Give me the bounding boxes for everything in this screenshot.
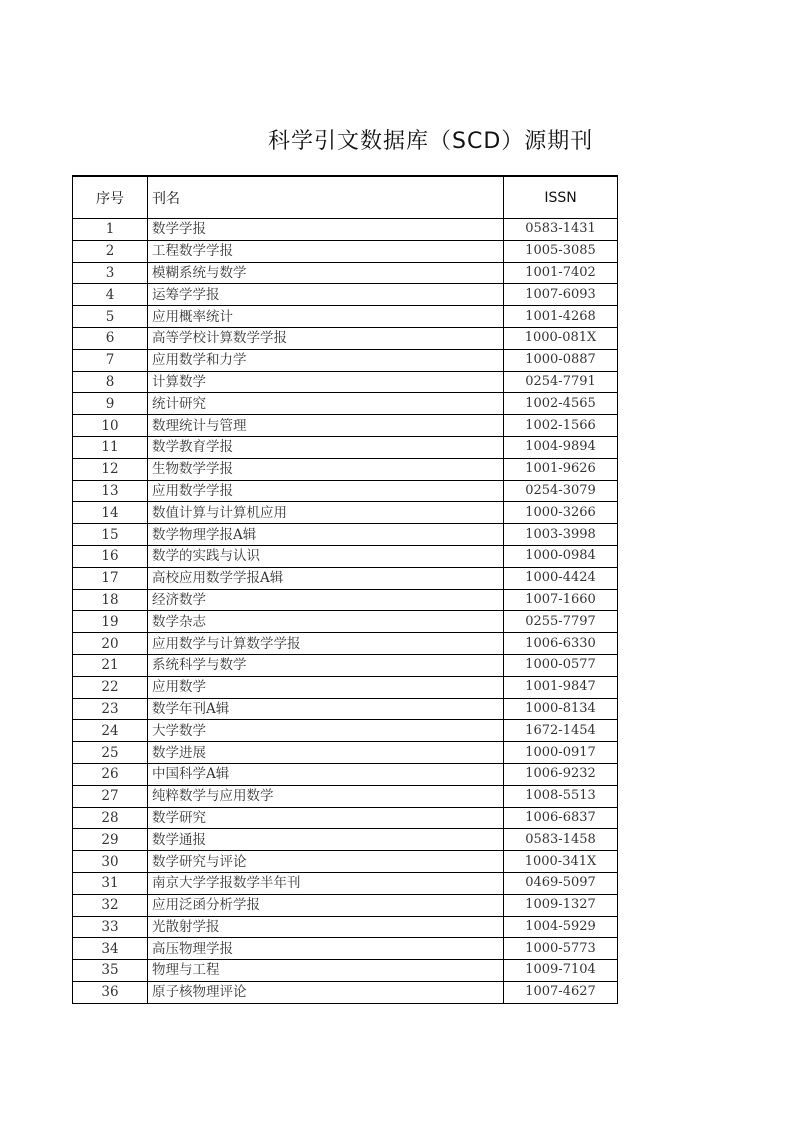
row-index-cell: 33 [73,916,148,938]
row-index-cell: 21 [73,654,148,676]
table-header [73,176,618,219]
row-index-cell: 22 [73,676,148,698]
issn-cell: 1000-0887 [504,349,618,371]
issn-cell: 1006-9232 [504,763,618,785]
journal-name-cell: 大学数学 [148,720,504,742]
table-row [73,611,618,633]
issn-cell: 1005-3085 [504,240,618,262]
page-title: 科学引文数据库（SCD）源期刊 [268,129,594,154]
issn-cell: 1006-6330 [504,633,618,655]
journal-name-cell: 高等学校计算数学学报 [148,327,504,349]
row-index-cell: 29 [73,829,148,851]
table-row [73,960,618,982]
page-title-area [200,122,618,162]
issn-cell: 0469-5097 [504,872,618,894]
journal-name-cell: 数学的实践与认识 [148,545,504,567]
issn-cell: 1007-1660 [504,589,618,611]
journal-name-cell: 纯粹数学与应用数学 [148,785,504,807]
table-row [73,829,618,851]
row-index-cell: 25 [73,742,148,764]
row-index-cell: 7 [73,349,148,371]
issn-cell: 1000-0577 [504,654,618,676]
row-index-cell: 10 [73,415,148,437]
issn-cell: 1000-5773 [504,938,618,960]
table-row [73,916,618,938]
table-row [73,545,618,567]
journal-name-cell: 系统科学与数学 [148,654,504,676]
row-index-cell: 5 [73,306,148,328]
issn-cell: 0255-7797 [504,611,618,633]
journal-name-cell: 模糊系统与数学 [148,262,504,284]
row-index-cell: 4 [73,284,148,306]
journal-name-cell: 原子核物理评论 [148,981,504,1003]
table-row [73,371,618,393]
table-row [73,698,618,720]
journal-name-cell: 数学通报 [148,829,504,851]
row-index-cell: 12 [73,458,148,480]
row-index-cell: 30 [73,851,148,873]
table-row [73,567,618,589]
table-row [73,349,618,371]
journal-name-cell: 高校应用数学学报A辑 [148,567,504,589]
journal-name-cell: 物理与工程 [148,960,504,982]
journal-name-cell: 经济数学 [148,589,504,611]
issn-cell: 1009-1327 [504,894,618,916]
issn-cell: 1001-7402 [504,262,618,284]
table-row [73,807,618,829]
issn-cell: 1000-8134 [504,698,618,720]
journal-name-cell: 高压物理学报 [148,938,504,960]
row-index-cell: 17 [73,567,148,589]
issn-cell: 0254-3079 [504,480,618,502]
journal-name-cell: 数学进展 [148,742,504,764]
table-row [73,393,618,415]
row-index-cell: 13 [73,480,148,502]
table-row [73,872,618,894]
table-row [73,480,618,502]
issn-cell: 1004-5929 [504,916,618,938]
journal-name-cell: 数学物理学报A辑 [148,524,504,546]
row-index-cell: 6 [73,327,148,349]
journal-name-cell: 工程数学学报 [148,240,504,262]
journal-name-cell: 计算数学 [148,371,504,393]
row-index-cell: 11 [73,436,148,458]
journal-name-cell: 数学年刊A辑 [148,698,504,720]
table-row [73,894,618,916]
row-index-cell: 31 [73,872,148,894]
issn-cell: 0583-1458 [504,829,618,851]
issn-cell: 1003-3998 [504,524,618,546]
header-row [73,176,618,219]
table-row [73,785,618,807]
table-row [73,742,618,764]
journal-name-cell: 应用数学学报 [148,480,504,502]
issn-cell: 1009-7104 [504,960,618,982]
journal-table [72,175,618,1004]
row-index-cell: 19 [73,611,148,633]
row-index-cell: 8 [73,371,148,393]
column-header-index: 序号 [73,176,148,219]
journal-name-cell: 应用数学 [148,676,504,698]
journal-name-cell: 数值计算与计算机应用 [148,502,504,524]
issn-cell: 0254-7791 [504,371,618,393]
table-row [73,633,618,655]
issn-cell: 1000-0984 [504,545,618,567]
journal-name-cell: 数理统计与管理 [148,415,504,437]
journal-name-cell: 数学研究 [148,807,504,829]
issn-cell: 1000-081X [504,327,618,349]
table-row [73,720,618,742]
journal-name-cell: 应用数学和力学 [148,349,504,371]
column-header-issn: ISSN [504,176,618,219]
row-index-cell: 20 [73,633,148,655]
journal-name-cell: 中国科学A辑 [148,763,504,785]
table-row [73,436,618,458]
issn-cell: 0583-1431 [504,219,618,241]
table-row [73,654,618,676]
table-row [73,415,618,437]
row-index-cell: 23 [73,698,148,720]
row-index-cell: 3 [73,262,148,284]
row-index-cell: 1 [73,219,148,241]
table-row [73,458,618,480]
table-row [73,763,618,785]
table-row [73,938,618,960]
issn-cell: 1001-9626 [504,458,618,480]
journal-name-cell: 南京大学学报数学半年刊 [148,872,504,894]
issn-cell: 1002-4565 [504,393,618,415]
table-row [73,262,618,284]
row-index-cell: 27 [73,785,148,807]
journal-name-cell: 应用概率统计 [148,306,504,328]
table-row [73,676,618,698]
row-index-cell: 16 [73,545,148,567]
journal-name-cell: 统计研究 [148,393,504,415]
issn-cell: 1672-1454 [504,720,618,742]
journal-name-cell: 生物数学学报 [148,458,504,480]
table-row [73,589,618,611]
journal-name-cell: 数学教育学报 [148,436,504,458]
journal-name-cell: 光散射学报 [148,916,504,938]
journal-name-cell: 应用数学与计算数学学报 [148,633,504,655]
row-index-cell: 9 [73,393,148,415]
issn-cell: 1000-4424 [504,567,618,589]
issn-cell: 1007-6093 [504,284,618,306]
issn-cell: 1004-9894 [504,436,618,458]
table-row [73,219,618,241]
row-index-cell: 26 [73,763,148,785]
issn-cell: 1008-5513 [504,785,618,807]
row-index-cell: 14 [73,502,148,524]
journal-name-cell: 数学学报 [148,219,504,241]
table-row [73,851,618,873]
journal-name-cell: 数学杂志 [148,611,504,633]
row-index-cell: 34 [73,938,148,960]
row-index-cell: 18 [73,589,148,611]
issn-cell: 1000-341X [504,851,618,873]
journal-name-cell: 数学研究与评论 [148,851,504,873]
row-index-cell: 35 [73,960,148,982]
table-row [73,524,618,546]
table-row [73,306,618,328]
row-index-cell: 32 [73,894,148,916]
table-row [73,981,618,1003]
journal-name-cell: 应用泛函分析学报 [148,894,504,916]
table-row [73,502,618,524]
issn-cell: 1000-0917 [504,742,618,764]
row-index-cell: 15 [73,524,148,546]
row-index-cell: 28 [73,807,148,829]
journal-name-cell: 运筹学学报 [148,284,504,306]
issn-cell: 1001-4268 [504,306,618,328]
row-index-cell: 24 [73,720,148,742]
issn-cell: 1002-1566 [504,415,618,437]
column-header-name: 刊名 [148,176,504,219]
issn-cell: 1007-4627 [504,981,618,1003]
table-body [73,219,618,1004]
row-index-cell: 36 [73,981,148,1003]
table-row [73,284,618,306]
issn-cell: 1006-6837 [504,807,618,829]
issn-cell: 1001-9847 [504,676,618,698]
table-row [73,240,618,262]
row-index-cell: 2 [73,240,148,262]
issn-cell: 1000-3266 [504,502,618,524]
table-row [73,327,618,349]
